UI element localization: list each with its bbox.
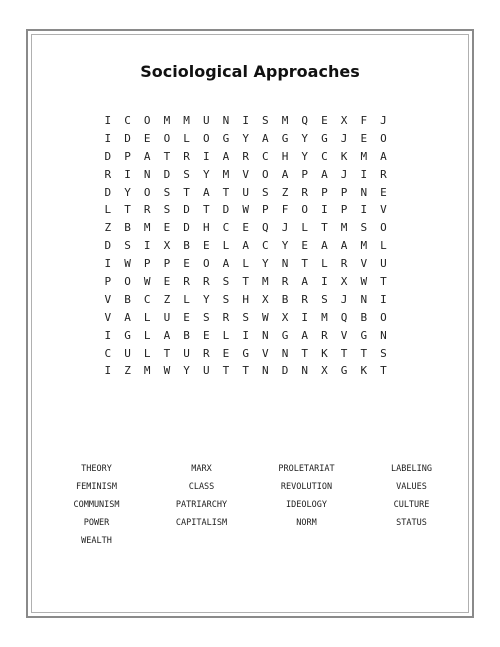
- grid-letter[interactable]: G: [281, 131, 289, 145]
- grid-letter[interactable]: I: [104, 114, 112, 127]
- grid-letter[interactable]: A: [281, 167, 289, 181]
- grid-letter[interactable]: S: [124, 239, 131, 253]
- grid-letter[interactable]: I: [301, 310, 309, 324]
- grid-letter[interactable]: C: [262, 149, 269, 163]
- grid-letter[interactable]: T: [222, 185, 230, 199]
- grid-letter[interactable]: E: [183, 310, 190, 324]
- grid-letter[interactable]: S: [242, 310, 249, 324]
- grid-letter[interactable]: G: [321, 131, 328, 145]
- grid-letter[interactable]: X: [321, 364, 328, 378]
- grid-letter[interactable]: R: [340, 257, 348, 271]
- grid-letter[interactable]: I: [242, 328, 249, 342]
- grid-letter[interactable]: R: [104, 167, 112, 181]
- word-list-item: WEALTH: [81, 536, 112, 546]
- grid-letter[interactable]: T: [380, 275, 387, 289]
- grid-letter[interactable]: T: [242, 275, 249, 289]
- grid-letter[interactable]: U: [183, 346, 190, 360]
- grid-letter[interactable]: O: [124, 275, 131, 289]
- grid-letter[interactable]: R: [380, 167, 387, 181]
- grid-letter[interactable]: O: [380, 131, 387, 145]
- grid-letter[interactable]: D: [163, 167, 171, 181]
- grid-letter[interactable]: C: [321, 149, 328, 163]
- grid-letter[interactable]: C: [222, 221, 230, 235]
- grid-letter[interactable]: L: [143, 328, 151, 342]
- grid-letter[interactable]: W: [124, 257, 131, 271]
- grid-letter[interactable]: L: [242, 257, 249, 271]
- grid-letter[interactable]: U: [124, 346, 131, 360]
- grid-letter[interactable]: G: [124, 328, 131, 342]
- grid-letter[interactable]: J: [380, 114, 387, 127]
- word-list-item: NORM: [296, 518, 317, 528]
- grid-letter[interactable]: C: [262, 239, 269, 253]
- grid-letter[interactable]: T: [242, 364, 249, 378]
- grid-letter[interactable]: E: [321, 114, 328, 127]
- grid-letter[interactable]: Y: [301, 149, 309, 163]
- grid-letter[interactable]: E: [163, 221, 171, 235]
- grid-letter[interactable]: X: [281, 310, 289, 324]
- grid-letter[interactable]: O: [380, 221, 387, 235]
- grid-letter[interactable]: N: [360, 292, 368, 306]
- grid-letter[interactable]: R: [301, 292, 309, 306]
- grid-letter[interactable]: X: [262, 292, 269, 306]
- grid-letter[interactable]: S: [262, 114, 269, 127]
- grid-letter[interactable]: R: [202, 346, 210, 360]
- grid-letter[interactable]: G: [340, 364, 348, 378]
- grid-letter[interactable]: I: [104, 131, 112, 145]
- grid-letter[interactable]: S: [222, 292, 230, 306]
- grid-letter[interactable]: A: [163, 328, 171, 342]
- grid-letter[interactable]: T: [163, 346, 171, 360]
- grid-letter[interactable]: I: [321, 203, 328, 217]
- grid-letter[interactable]: A: [301, 328, 309, 342]
- grid-letter[interactable]: V: [242, 167, 249, 181]
- grid-letter[interactable]: Y: [242, 131, 249, 145]
- grid-letter[interactable]: G: [242, 346, 249, 360]
- grid-letter[interactable]: E: [202, 328, 210, 342]
- grid-letter[interactable]: R: [242, 149, 249, 163]
- grid-letter[interactable]: N: [262, 328, 269, 342]
- grid-letter[interactable]: U: [242, 185, 249, 199]
- grid-letter[interactable]: Q: [301, 114, 309, 127]
- grid-letter[interactable]: I: [321, 275, 328, 289]
- grid-letter[interactable]: M: [262, 275, 269, 289]
- grid-letter[interactable]: R: [301, 185, 309, 199]
- grid-letter[interactable]: L: [222, 239, 230, 253]
- grid-letter[interactable]: K: [321, 346, 328, 360]
- grid-letter[interactable]: B: [183, 328, 190, 342]
- grid-letter[interactable]: R: [183, 149, 190, 163]
- grid-letter[interactable]: M: [183, 114, 190, 127]
- grid-letter[interactable]: D: [222, 203, 230, 217]
- word-list-item: MARX: [191, 464, 212, 474]
- grid-letter[interactable]: M: [340, 221, 348, 235]
- grid-letter[interactable]: N: [222, 114, 230, 127]
- grid-letter[interactable]: N: [281, 257, 289, 271]
- grid-letter[interactable]: C: [104, 346, 112, 360]
- grid-letter[interactable]: A: [222, 149, 230, 163]
- grid-letter[interactable]: T: [380, 364, 387, 378]
- word-list-item: POWER: [83, 518, 110, 528]
- grid-letter[interactable]: R: [202, 275, 210, 289]
- grid-letter[interactable]: E: [222, 346, 230, 360]
- word-list-item: VALUES: [396, 482, 427, 492]
- grid-letter[interactable]: J: [340, 131, 348, 145]
- word-list-item: CAPITALISM: [175, 518, 228, 528]
- grid-letter[interactable]: B: [124, 221, 131, 235]
- grid-letter[interactable]: F: [360, 114, 368, 127]
- grid-letter[interactable]: V: [104, 310, 112, 324]
- grid-letter[interactable]: H: [281, 149, 289, 163]
- grid-letter[interactable]: R: [143, 203, 151, 217]
- grid-letter[interactable]: I: [360, 203, 368, 217]
- grid-letter[interactable]: U: [202, 114, 210, 127]
- grid-letter[interactable]: T: [222, 364, 230, 378]
- puzzle-title: Sociological Approaches: [140, 62, 360, 81]
- grid-letter[interactable]: U: [163, 310, 171, 324]
- grid-letter[interactable]: D: [183, 221, 190, 235]
- grid-letter[interactable]: D: [281, 364, 289, 378]
- grid-letter[interactable]: M: [143, 221, 151, 235]
- grid-letter[interactable]: P: [143, 257, 151, 271]
- grid-letter[interactable]: D: [104, 239, 112, 253]
- grid-letter[interactable]: E: [301, 239, 309, 253]
- grid-letter[interactable]: Y: [301, 131, 309, 145]
- grid-letter[interactable]: I: [143, 239, 151, 253]
- grid-letter[interactable]: A: [242, 239, 249, 253]
- grid-letter[interactable]: X: [340, 275, 348, 289]
- word-list-item: PROLETARIAT: [278, 464, 335, 474]
- grid-letter[interactable]: A: [340, 239, 348, 253]
- grid-letter[interactable]: I: [202, 149, 210, 163]
- grid-letter[interactable]: V: [360, 257, 368, 271]
- grid-letter[interactable]: B: [183, 239, 190, 253]
- grid-letter[interactable]: P: [321, 185, 328, 199]
- grid-letter[interactable]: P: [340, 185, 348, 199]
- grid-letter[interactable]: T: [301, 257, 309, 271]
- grid-letter[interactable]: Y: [281, 239, 289, 253]
- grid-letter[interactable]: J: [340, 167, 348, 181]
- grid-letter[interactable]: L: [183, 292, 190, 306]
- grid-letter[interactable]: M: [163, 114, 171, 127]
- grid-letter[interactable]: R: [281, 275, 289, 289]
- grid-letter[interactable]: W: [163, 364, 171, 378]
- grid-letter[interactable]: N: [281, 346, 289, 360]
- grid-letter[interactable]: I: [104, 364, 112, 378]
- grid-letter[interactable]: N: [262, 364, 269, 378]
- grid-letter[interactable]: B: [360, 310, 368, 324]
- letter-grid: [98, 112, 393, 380]
- grid-letter[interactable]: P: [163, 257, 171, 271]
- grid-letter[interactable]: E: [143, 131, 151, 145]
- grid-letter[interactable]: A: [143, 149, 151, 163]
- grid-letter[interactable]: L: [104, 203, 112, 217]
- grid-letter[interactable]: S: [163, 203, 171, 217]
- grid-letter[interactable]: C: [143, 292, 151, 306]
- grid-letter[interactable]: I: [104, 257, 112, 271]
- grid-letter[interactable]: M: [281, 114, 289, 127]
- grid-letter[interactable]: L: [380, 239, 387, 253]
- grid-letter[interactable]: V: [380, 203, 387, 217]
- grid-letter[interactable]: N: [360, 185, 368, 199]
- grid-letter[interactable]: E: [242, 221, 249, 235]
- grid-letter[interactable]: R: [222, 310, 230, 324]
- grid-letter[interactable]: H: [202, 221, 210, 235]
- grid-letter[interactable]: F: [281, 203, 289, 217]
- grid-letter[interactable]: J: [281, 221, 289, 235]
- grid-letter[interactable]: Y: [183, 364, 190, 378]
- grid-letter[interactable]: A: [380, 149, 387, 163]
- word-list-item: REVOLUTION: [280, 482, 333, 492]
- grid-letter[interactable]: W: [143, 275, 151, 289]
- grid-letter[interactable]: T: [321, 221, 328, 235]
- grid-letter[interactable]: W: [262, 310, 269, 324]
- grid-letter[interactable]: P: [262, 203, 269, 217]
- grid-letter[interactable]: I: [360, 167, 368, 181]
- grid-letter[interactable]: S: [202, 310, 210, 324]
- word-list-item: CULTURE: [393, 500, 430, 510]
- grid-letter[interactable]: U: [380, 257, 387, 271]
- grid-letter[interactable]: B: [124, 292, 131, 306]
- grid-letter[interactable]: S: [183, 167, 190, 181]
- grid-letter[interactable]: N: [380, 328, 387, 342]
- grid-letter[interactable]: E: [183, 257, 190, 271]
- grid-letter[interactable]: M: [360, 239, 368, 253]
- grid-letter[interactable]: S: [262, 185, 269, 199]
- grid-letter[interactable]: A: [222, 257, 230, 271]
- grid-letter[interactable]: L: [222, 328, 230, 342]
- grid-letter[interactable]: Y: [202, 167, 210, 181]
- grid-letter[interactable]: W: [242, 203, 249, 217]
- grid-letter[interactable]: G: [360, 328, 368, 342]
- grid-letter[interactable]: T: [340, 346, 348, 360]
- word-list-item: IDEOLOGY: [286, 500, 327, 510]
- grid-letter[interactable]: A: [321, 239, 328, 253]
- grid-letter[interactable]: H: [242, 292, 249, 306]
- grid-letter[interactable]: T: [360, 346, 368, 360]
- grid-letter[interactable]: Z: [124, 364, 131, 378]
- grid-letter[interactable]: O: [163, 131, 171, 145]
- grid-letter[interactable]: I: [124, 167, 131, 181]
- grid-letter[interactable]: N: [143, 167, 151, 181]
- grid-letter[interactable]: O: [380, 310, 387, 324]
- word-list-item: PATRIARCHY: [175, 500, 228, 510]
- grid-letter[interactable]: I: [380, 292, 387, 306]
- grid-letter[interactable]: E: [360, 131, 368, 145]
- grid-letter[interactable]: K: [340, 149, 348, 163]
- grid-letter[interactable]: P: [301, 167, 309, 181]
- grid-letter[interactable]: P: [124, 149, 131, 163]
- grid-letter[interactable]: I: [104, 328, 112, 342]
- grid-letter[interactable]: D: [183, 203, 190, 217]
- word-list: [44, 460, 464, 550]
- grid-letter[interactable]: Y: [262, 257, 269, 271]
- word-list-item: FEMINISM: [76, 482, 117, 492]
- grid-letter[interactable]: E: [202, 239, 210, 253]
- grid-letter[interactable]: L: [301, 221, 309, 235]
- grid-letter[interactable]: Y: [124, 185, 131, 199]
- grid-letter[interactable]: M: [222, 167, 230, 181]
- grid-letter[interactable]: Z: [104, 221, 112, 235]
- grid-letter[interactable]: C: [124, 114, 131, 127]
- grid-letter[interactable]: M: [321, 310, 328, 324]
- grid-letter[interactable]: T: [183, 185, 190, 199]
- grid-letter[interactable]: P: [340, 203, 348, 217]
- grid-letter[interactable]: D: [124, 131, 131, 145]
- grid-letter[interactable]: Q: [340, 310, 348, 324]
- word-list-item: COMMUNISM: [73, 500, 120, 510]
- grid-letter[interactable]: L: [321, 257, 328, 271]
- grid-letter[interactable]: R: [183, 275, 190, 289]
- grid-letter[interactable]: S: [360, 221, 368, 235]
- grid-letter[interactable]: A: [321, 167, 328, 181]
- grid-letter[interactable]: W: [360, 275, 368, 289]
- word-list-item: LABELING: [391, 464, 432, 474]
- grid-letter[interactable]: V: [340, 328, 348, 342]
- grid-letter[interactable]: T: [301, 346, 309, 360]
- grid-letter[interactable]: R: [321, 328, 328, 342]
- grid-letter[interactable]: Y: [202, 292, 210, 306]
- grid-letter[interactable]: L: [143, 346, 151, 360]
- grid-letter[interactable]: B: [281, 292, 289, 306]
- word-list-item: CLASS: [188, 482, 215, 492]
- grid-letter[interactable]: A: [124, 310, 131, 324]
- grid-letter[interactable]: O: [202, 131, 210, 145]
- grid-letter[interactable]: L: [183, 131, 190, 145]
- grid-letter[interactable]: K: [360, 364, 368, 378]
- grid-letter[interactable]: T: [202, 203, 210, 217]
- grid-letter[interactable]: O: [143, 185, 151, 199]
- grid-letter[interactable]: A: [301, 275, 309, 289]
- grid-letter[interactable]: G: [222, 131, 230, 145]
- grid-letter[interactable]: V: [104, 292, 112, 306]
- word-list-item: THEORY: [81, 464, 112, 474]
- grid-letter[interactable]: X: [340, 114, 348, 127]
- grid-letter[interactable]: S: [380, 346, 387, 360]
- grid-letter[interactable]: M: [143, 364, 151, 378]
- grid-letter[interactable]: N: [301, 364, 309, 378]
- grid-letter[interactable]: E: [380, 185, 387, 199]
- grid-letter[interactable]: O: [262, 167, 269, 181]
- grid-letter[interactable]: D: [104, 149, 112, 163]
- grid-letter[interactable]: A: [262, 131, 269, 145]
- grid-letter[interactable]: T: [163, 149, 171, 163]
- grid-letter[interactable]: Z: [163, 292, 171, 306]
- grid-letter[interactable]: D: [104, 185, 112, 199]
- grid-letter[interactable]: P: [104, 275, 112, 289]
- grid-letter[interactable]: O: [301, 203, 309, 217]
- grid-letter[interactable]: X: [163, 239, 171, 253]
- grid-letter[interactable]: L: [143, 310, 151, 324]
- grid-letter[interactable]: Z: [281, 185, 289, 199]
- grid-letter[interactable]: S: [321, 292, 328, 306]
- grid-letter[interactable]: O: [143, 114, 151, 127]
- grid-letter[interactable]: G: [281, 328, 289, 342]
- grid-letter[interactable]: I: [242, 114, 249, 127]
- grid-letter[interactable]: T: [124, 203, 131, 217]
- grid-letter[interactable]: Q: [262, 221, 269, 235]
- grid-letter[interactable]: S: [163, 185, 171, 199]
- grid-letter[interactable]: V: [262, 346, 269, 360]
- grid-letter[interactable]: J: [340, 292, 348, 306]
- grid-letter[interactable]: O: [202, 257, 210, 271]
- grid-letter[interactable]: E: [163, 275, 171, 289]
- word-list-item: STATUS: [396, 518, 427, 528]
- grid-letter[interactable]: M: [360, 149, 368, 163]
- grid-letter[interactable]: U: [202, 364, 210, 378]
- grid-letter[interactable]: S: [222, 275, 230, 289]
- grid-letter[interactable]: A: [202, 185, 210, 199]
